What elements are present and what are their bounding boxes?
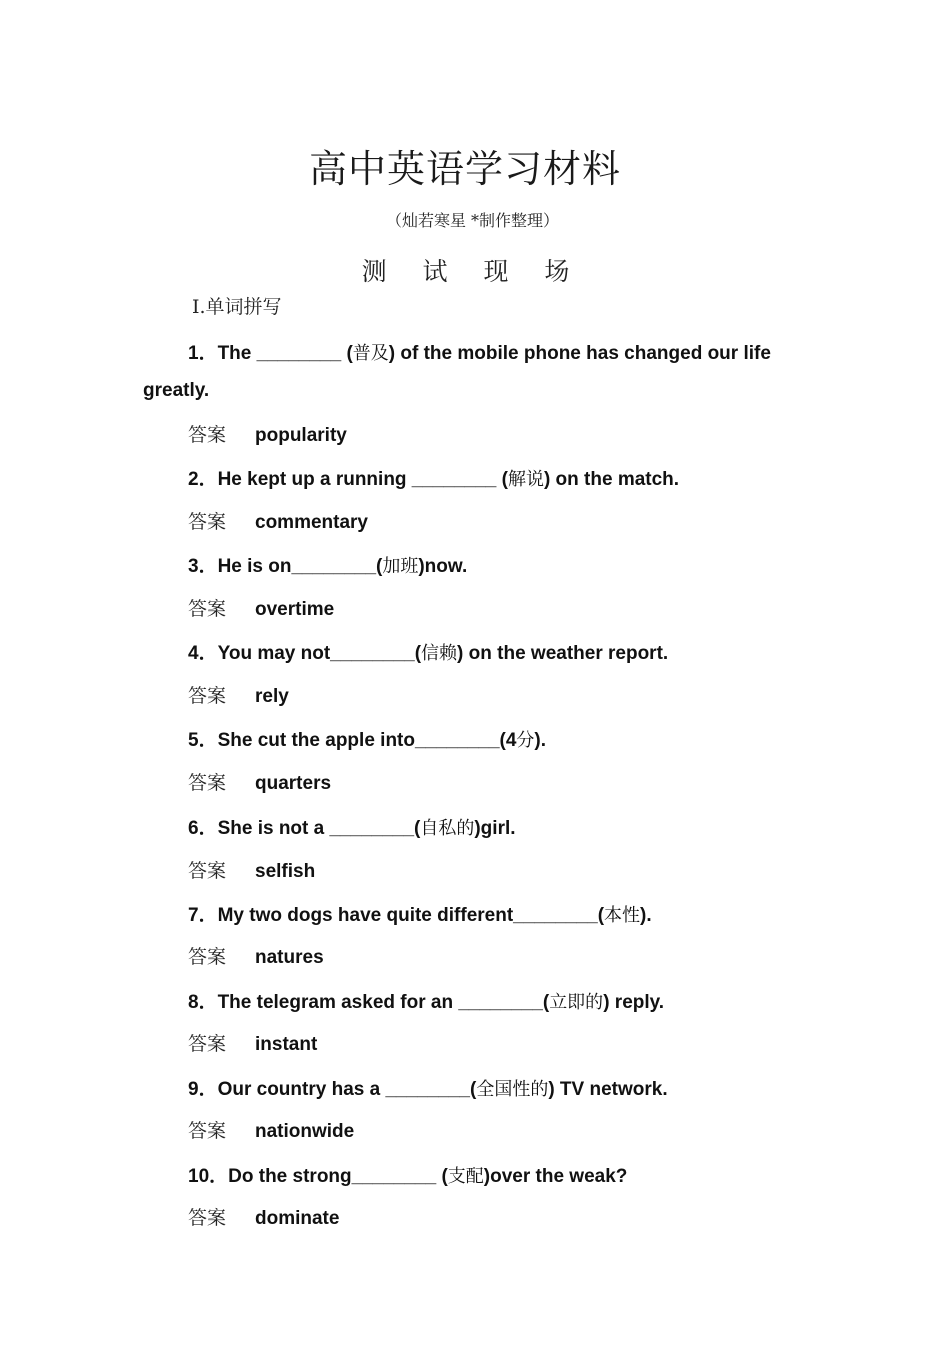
question-text-after: ). (534, 730, 547, 751)
chinese-hint: 分 (516, 730, 535, 751)
question-number: 5． (188, 730, 218, 751)
answer-text: overtime (255, 599, 335, 620)
chinese-hint: 解说 (507, 469, 544, 490)
answer-label: 答案 (188, 1033, 227, 1055)
question-line (188, 900, 652, 927)
chinese-hint: 本性 (604, 905, 641, 926)
answer-line (188, 768, 331, 795)
answer-line (188, 1029, 317, 1056)
question-line (188, 551, 467, 578)
question-number: 10． (188, 1166, 229, 1187)
answer-label: 答案 (188, 424, 227, 446)
answer-label: 答案 (188, 598, 227, 620)
question-number: 4． (188, 643, 218, 664)
question-number: 9． (188, 1079, 218, 1100)
question-line (188, 813, 516, 840)
answer-text: instant (255, 1034, 318, 1055)
question-text-before: The telegram asked for an ________( (217, 992, 550, 1013)
question-text-before: He kept up a running ________ ( (217, 469, 508, 490)
question-text-before: Do the strong________ ( (228, 1166, 448, 1187)
question-text-after: )girl. (474, 818, 516, 839)
answer-label: 答案 (188, 860, 227, 882)
page-title: 高中英语学习材料 (308, 147, 621, 191)
chinese-hint: 支配 (447, 1166, 484, 1187)
answer-text: selfish (255, 861, 316, 882)
question-text-after: ). (640, 905, 652, 926)
answer-label: 答案 (188, 1207, 227, 1229)
question-line (188, 1074, 668, 1101)
question-text-before: She cut the apple into________(4 (217, 730, 517, 751)
chinese-hint: 加班 (382, 556, 419, 577)
question-line (188, 1161, 627, 1188)
question-text-after: ) on the match. (543, 469, 680, 490)
question-text-before: She is not a ________( (217, 818, 421, 839)
answer-line (188, 856, 315, 883)
answer-text: quarters (255, 773, 332, 794)
answer-label: 答案 (188, 685, 227, 707)
answer-line (188, 594, 334, 621)
question-text-before: He is on________( (217, 556, 383, 577)
question-text-before: The ________ ( (217, 343, 353, 364)
question-text-after: ) on the weather report. (457, 643, 669, 664)
question-number: 7． (188, 905, 218, 926)
chinese-hint: 信赖 (421, 643, 458, 664)
answer-label: 答案 (188, 511, 227, 533)
section-title: 测 试 现 场 (361, 257, 584, 286)
question-number: 2． (188, 469, 218, 490)
answer-line (188, 507, 368, 534)
question-number: 1． (188, 343, 218, 364)
answer-line (188, 1203, 339, 1230)
answer-text: rely (255, 686, 289, 707)
question-number: 6． (188, 818, 218, 839)
question-text-after: )now. (418, 556, 468, 577)
answer-line (188, 681, 289, 708)
question-line (188, 725, 546, 752)
question-line (188, 464, 679, 491)
question-line (188, 338, 771, 365)
question-line (188, 987, 664, 1014)
question-text-after: ) TV network. (548, 1079, 668, 1100)
question-text-after: ) reply. (603, 992, 665, 1013)
question-text-after: ) of the mobile phone has changed our life (388, 343, 771, 364)
question-text-after: )over the weak? (483, 1166, 628, 1187)
question-text-before: My two dogs have quite different________( (217, 905, 605, 926)
chinese-hint: 立即的 (549, 992, 604, 1013)
part-heading: Ⅰ.单词拼写 (192, 296, 282, 318)
answer-text: commentary (255, 512, 368, 533)
answer-label: 答案 (188, 946, 227, 968)
question-number: 3． (188, 556, 218, 577)
question-continuation: greatly. (143, 380, 210, 401)
chinese-hint: 全国性的 (476, 1079, 549, 1100)
answer-line (188, 942, 324, 969)
answer-label: 答案 (188, 772, 227, 794)
question-text-before: You may not________( (217, 643, 422, 664)
chinese-hint: 普及 (352, 343, 389, 364)
answer-text: popularity (255, 425, 347, 446)
answer-text: dominate (255, 1208, 340, 1229)
answer-text: nationwide (255, 1121, 355, 1142)
answer-line (188, 1116, 354, 1143)
question-number: 8． (188, 992, 218, 1013)
chinese-hint: 自私的 (420, 818, 475, 839)
question-line (188, 638, 668, 665)
question-text-before: Our country has a ________( (217, 1079, 477, 1100)
answer-text: natures (255, 947, 324, 968)
answer-line (188, 420, 347, 447)
answer-label: 答案 (188, 1120, 227, 1142)
page-subtitle: （灿若寒星 *制作整理） (385, 211, 560, 230)
